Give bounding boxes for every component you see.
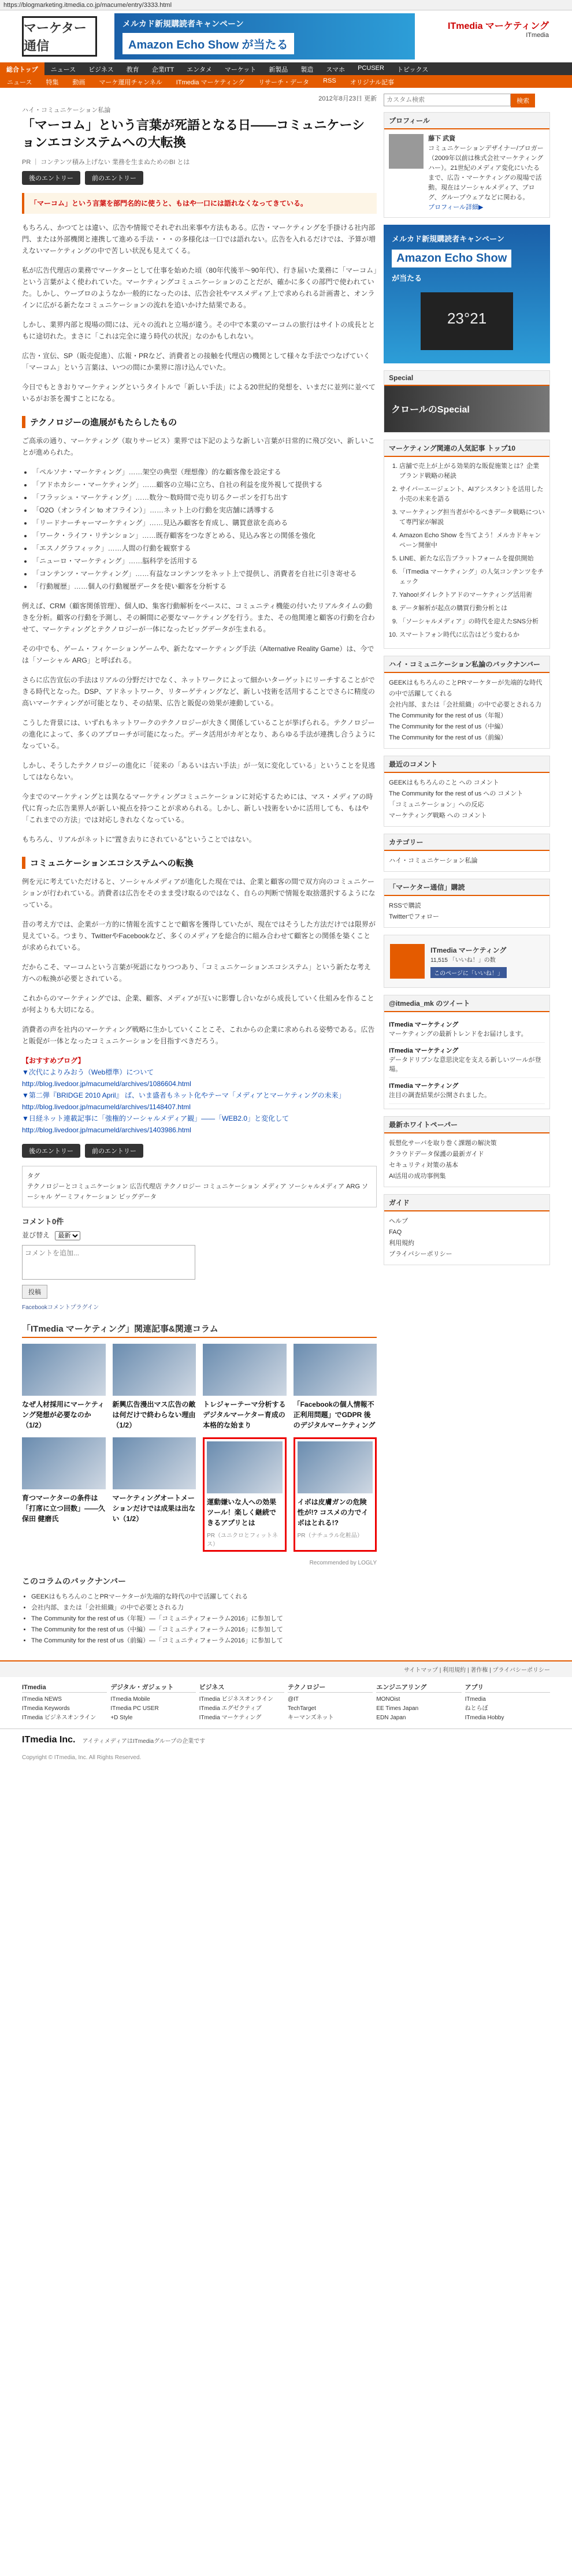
pr-line[interactable]: PR ｜ コンテンツ積み上げない 業務を生まぬためのBI とは xyxy=(22,159,190,166)
top-nav-item[interactable]: スマホ xyxy=(326,66,346,73)
category-nav-item[interactable]: 動画 xyxy=(72,79,86,86)
ranking-item[interactable]: 10. スマートフォン時代に広告はどう変わるか xyxy=(399,630,545,640)
backnumber-title: このコラムのバックナンバー xyxy=(22,1577,127,1586)
ranking-item[interactable]: 6. 「ITmedia マーケティング」の人気コンテンツをチェック xyxy=(399,567,545,587)
category-nav-item[interactable]: 特集 xyxy=(46,79,59,86)
special-box xyxy=(384,370,550,433)
tags-label: タグ xyxy=(27,1173,40,1180)
related-thumbnail xyxy=(113,1344,196,1396)
footer-link[interactable]: ITmedia NEWS xyxy=(22,1696,62,1703)
ranking-item[interactable]: 4. Amazon Echo Show を当てよう！メルカドキャンペーン開催中 xyxy=(399,531,545,551)
ranking-box xyxy=(384,440,550,649)
header-ad-banner[interactable] xyxy=(114,13,415,60)
category-box xyxy=(384,834,550,872)
related-card[interactable] xyxy=(203,1437,287,1552)
footer-link[interactable]: ITmedia マーケティング xyxy=(199,1715,262,1721)
feed-box xyxy=(384,879,550,928)
echo-show-image: 23°21 xyxy=(421,292,513,350)
article-paragraph: さらに広告宣伝の手法はリアルの分野だけでなく、ネットワークによって細かいターゲットにリーチすることができる時代となった。DSP、アドネットワーク、リターゲティングなど、新しい技術を活用することでさらに精度の高いマーケティングが可能となり、その結果、広告と販促の効果が連動している。 xyxy=(22,676,375,707)
sidebar-ad-line1: メルカド新規購読者キャンペーン xyxy=(392,235,504,243)
special-title: Special xyxy=(384,371,549,386)
facebook-page-title[interactable]: ITmedia マーケティング xyxy=(430,946,507,954)
list-item: • 「アドホカシー・マーケティング」……顧客の立場に立ち、自社の利益を度外視して提供する xyxy=(32,479,377,490)
footer-company-text: アイティメディアはITmediaグループの企業です xyxy=(82,1738,206,1745)
comments-section xyxy=(22,1215,377,1311)
itmedia-logo-text: ITmedia マーケティング xyxy=(448,21,549,31)
article-paragraph: 今までのマーケティングとは異なるマーケティングコミュニケーションに対応するためには、マス・メディアの時代に育った広告業界人が新しい視点を持つことが求められる。しかし、新しい技術をいかに活用しても、もはや「これまでの方法」では対応しきれなくなっている。 xyxy=(22,793,373,824)
footer-link[interactable]: ITmedia ビジネスオンライン xyxy=(199,1696,273,1703)
footer-grid xyxy=(0,1677,572,1729)
related-thumbnail xyxy=(207,1441,283,1493)
footer-column xyxy=(465,1683,550,1723)
article-date: 2012年8月23日 更新 xyxy=(318,95,377,102)
content-wrap xyxy=(0,88,572,1646)
related-card-title[interactable]: 育つマーケターの条件は「打席に立つ回数」――久保田 健磨氏 xyxy=(22,1494,106,1523)
recent-comment-item[interactable]: GEEKはもちろんのこと への コメント xyxy=(389,779,499,786)
backnumber-item[interactable]: • GEEKはもちろんのことPRマーケターが先端的な時代の中で活躍してくれる xyxy=(31,1592,377,1603)
list-item: • 「ペルソナ・マーケティング」……架空の典型（理想像）的な顧客像を設定する xyxy=(32,466,377,478)
article-paragraph: 広告・宣伝、SP（販売促進）、広報・PRなど、消費者との接触を代理店の機関として様々な手法でつなげていく「マーコム」という言葉は、いつの間にか業界に溶け込んでいた。 xyxy=(22,352,370,371)
ranking-item[interactable]: 9. 「ソーシャルメディア」の時代を迎えたSNS分析 xyxy=(399,617,545,627)
related-card-source: PR（ユニクロとフィットネス） xyxy=(207,1533,278,1548)
related-card[interactable] xyxy=(22,1344,106,1430)
related-thumbnail xyxy=(22,1437,106,1489)
site-logo[interactable]: マーケター通信 xyxy=(22,16,97,57)
special-banner[interactable]: クロールのSpecial xyxy=(384,386,549,432)
sidebar xyxy=(384,94,550,1646)
recent-comments-box xyxy=(384,756,550,827)
related-card[interactable] xyxy=(203,1344,287,1430)
guide-item[interactable]: 利用規約 xyxy=(389,1240,415,1247)
guide-item[interactable]: ヘルプ xyxy=(389,1218,408,1225)
list-item: • 「ワーク・ライフ・リテンション」……既存顧客をつなぎとめる、見込み客との関係を強化 xyxy=(32,530,377,541)
footer-link[interactable]: ITmedia Mobile xyxy=(110,1696,150,1703)
footer-column-title: アプリ xyxy=(465,1683,550,1693)
article-paragraph: 消費者の声を社内のマーケティング戦略に生かしていくことこそ、これからの企業に求められる姿勢である。広告と販促が一体となったコミュニケーションを目指すべきだろう。 xyxy=(22,1025,375,1045)
list-item: • 「リードナーチャーマーケティング」……見込み顧客を育成し、購買意欲を高める xyxy=(32,517,377,529)
article-kicker[interactable]: ハイ・コミュニケーション私論 xyxy=(22,107,111,114)
related-thumbnail xyxy=(22,1344,106,1396)
related-card-title[interactable]: トレジャーテーマ分析するデジタルマーケター育成の本格的な始まり xyxy=(203,1400,286,1429)
article-paragraph: だからこそ、マーコムという言葉が死語になりつつあり、「コミュニケーションエコシステム」という新たな考え方への転換が必要とされている。 xyxy=(22,963,371,983)
footer-link[interactable]: +D Style xyxy=(110,1715,133,1721)
banner-line1: メルカド新規購読者キャンペーン xyxy=(122,19,244,28)
category-nav-item[interactable]: オリジナル記事 xyxy=(350,79,395,86)
footer-link[interactable]: EDN Japan xyxy=(376,1715,406,1721)
article-paragraph: 昔の考え方では、企業が一方的に情報を流すことで顧客を獲得していたが、現在ではそうした方法だけでは限界が見えている。つまり、TwitterやFacebookなど、多くのメディアを総合的に組み合わせて顧客との関係を築くことが求められている。 xyxy=(22,920,376,951)
search-button[interactable]: 検索 xyxy=(511,94,535,107)
footer-column xyxy=(110,1683,195,1723)
article-paragraph: しかし、業界内部と現場の間には、元々の流れと立場が違う。その中で本業のマーコムの旅行はサイトの成長とともに途切れた。まさに「これは完全に違う時代の状況」なのかもしれない。 xyxy=(22,321,376,340)
tweet-text: 注目の調査結果が公開されました。 xyxy=(389,1092,491,1099)
related-card-title[interactable]: なぜ人材採用にマーケティング発想が必要なのか（1/2） xyxy=(22,1400,105,1429)
sidebar-backnumber-item[interactable]: The Community for the rest of us（前編） xyxy=(389,734,507,741)
whitepaper-title: 最新ホワイトペーパー xyxy=(384,1117,549,1133)
backnumber-item[interactable]: • The Community for the rest of us（前編）―「コミュニティフォーラム2016」に参加して xyxy=(31,1635,377,1646)
ranking-item[interactable]: 7. Yahoo!ダイレクトアドのマーケティング活用術 xyxy=(399,590,545,600)
list-item: • 「O2O（オンライン to オフライン）」……ネット上の行動を実店舗に誘導する xyxy=(32,504,377,516)
article-title: 「マーコム」という言葉が死語となる日――コミュニケーションエコシステムへの大転換 xyxy=(22,118,365,150)
article-paragraph: もちろん、リアルがネットに"置き去りにされている"ということではない。 xyxy=(22,835,256,843)
footer-nav[interactable]: サイトマップ | 利用規約 | 著作権 | プライバシーポリシー xyxy=(0,1661,572,1677)
facebook-box xyxy=(384,935,550,988)
top-nav-item[interactable]: エンタメ xyxy=(187,66,212,73)
related-card-source: PR（ナチュラル化粧品） xyxy=(297,1533,363,1539)
sidebar-ad-line2: Amazon Echo Show xyxy=(392,250,511,267)
guide-item[interactable]: FAQ xyxy=(389,1229,402,1236)
category-nav-item[interactable]: マーケ運用チャンネル xyxy=(99,79,162,86)
footer-column-title: エンジニアリング xyxy=(376,1683,461,1693)
article-paragraph: こうした背景には、いずれもネットワークのテクノロジーが大きく関係していることが挙げられる。テクノロジーの進化によって、多くのアプローチが可能になった。データ活用がカギとなり、あらゆる手法が連携し合うようになっている。 xyxy=(22,719,376,750)
section-1-intro: ご高承の通り、マーケティング（取りサービス）業界では下記のような新しい言葉が日常的に飛び交い、新しいことが進められた。 xyxy=(22,437,375,456)
related-card-title[interactable]: イボは皮膚ガンの危険性が!? コスメの力でイボはとれる!? xyxy=(297,1498,369,1527)
facebook-like-count: 11,515 「いいね！」の数 xyxy=(430,957,496,964)
recommended-blog-link[interactable]: http://blog.livedoor.jp/macumeld/archives/1148407.html xyxy=(22,1103,191,1111)
ranking-item[interactable]: 5. LINE、新たな広告プラットフォームを提供開始 xyxy=(399,554,545,564)
recommended-blog-link[interactable]: ▼次代によりみおう（Web標準）について xyxy=(22,1068,154,1076)
article-paragraph: 例えば、CRM（顧客関係管理）、個人ID、集客行動解析をベースに、コミュニティ機能の付いたリアルタイムの動きを分析。顧客の行動を予測し、その瞬間に必要なマーケティングを行う。また、その他関連と顧客の行動を合わせて、マーケティングとテクノロジーが一体になったビッグデータが生まれる。 xyxy=(22,602,375,633)
twitter-title: @itmedia_mk のツイート xyxy=(384,995,549,1012)
footer-column-title: ビジネス xyxy=(199,1683,284,1693)
related-thumbnail xyxy=(294,1344,377,1396)
footer-link[interactable]: MONOist xyxy=(376,1696,400,1703)
ranking-item[interactable]: 2. サイバーエージェント、AIアシスタントを活用した小売の未来を語る xyxy=(399,485,545,504)
related-card[interactable] xyxy=(113,1437,196,1552)
category-nav xyxy=(0,75,572,88)
article-paragraph: 例を元に考えていただけると、ソーシャルメディアが進化した現在では、企業と顧客の間で双方向のコミュニケーションが行われている。消費者は広告をそのまま受け取るのではなく、自らの判断で情報を取捨選択するようになっている。 xyxy=(22,878,376,909)
footer-link[interactable]: キーマンズネット xyxy=(287,1715,334,1721)
related-title: 「ITmedia マーケティング」関連記事&関連コラム xyxy=(22,1322,377,1338)
list-item: • 「エスノグラフィック」……人間の行動を観察する xyxy=(32,542,377,554)
article-paragraph: しかし、そうしたテクノロジーの進化に「従来の「あるいは古い手法」が一気に変化している」ということを見逃してはならない。 xyxy=(22,761,376,781)
footer-logo[interactable]: ITmedia Inc. xyxy=(22,1735,76,1745)
itmedia-logo-sub: ITmedia xyxy=(526,32,549,39)
banner-line2: Amazon Echo Show が当たる xyxy=(122,33,294,54)
tweet-author: ITmedia マーケティング xyxy=(389,1083,459,1090)
whitepaper-item[interactable]: 仮想化サーバを取り巻く課題の解決策 xyxy=(389,1140,497,1147)
tweet-text: マーケティングの最新トレンドをお届けします。 xyxy=(389,1031,528,1038)
entry-nav xyxy=(22,171,377,185)
comment-submit-button[interactable]: 投稿 xyxy=(22,1285,47,1299)
guide-title: ガイド xyxy=(384,1195,549,1211)
facebook-like-button[interactable]: このページに「いいね！」 xyxy=(430,967,507,978)
tweet-author: ITmedia マーケティング xyxy=(389,1047,459,1054)
top-nav-item[interactable]: ビジネス xyxy=(88,66,114,73)
recommended-blog-link[interactable]: http://blog.livedoor.jp/macumeld/archives/1086604.html xyxy=(22,1080,191,1088)
tags-list[interactable]: テクノロジーとコミュニケーション 広告代理店 テクノロジー コミュニケーション メディア ソーシャルメディア ARG ソーシャル ゲーミフィケーション ビッグデータ xyxy=(27,1183,369,1200)
footer-link[interactable]: ITmedia xyxy=(465,1696,486,1703)
footer-link[interactable]: ねとらぼ xyxy=(465,1705,488,1712)
related-card-title[interactable]: 運動嫌いな人への効果ツール！楽しく継続できるアプリとは xyxy=(207,1498,277,1527)
itmedia-logo[interactable] xyxy=(448,18,549,39)
list-item: • 「コンテンツ・マーケティング」……有益なコンテンツをネット上で提供し、消費者を自社に引き寄せる xyxy=(32,568,377,579)
recent-comments-title: 最近のコメント xyxy=(384,756,549,773)
next-entry-button-bottom[interactable]: 後のエントリー xyxy=(22,1144,80,1158)
article-paragraph: もちろん、かつてとは違い、広告や情報でそれぞれ出来事や方法もある。広告・マーケティングを手掛ける社内部門、または外部機関と連携して進める手法・・・の多様化は一口では語れない。広告を入れるだけでは、予算が増えないマーケティングの中で苦しい状況も見えてくる。 xyxy=(22,224,376,255)
related-card[interactable] xyxy=(294,1344,377,1430)
section-1-paragraphs xyxy=(22,600,377,845)
profile-photo xyxy=(389,134,424,169)
sidebar-backnumber-item[interactable]: GEEKはもちろんのことPRマーケターが先端的な時代の中で活躍してくれる xyxy=(389,679,543,697)
footer-link[interactable]: ITmedia エグゼクティブ xyxy=(199,1705,262,1712)
recent-comment-item[interactable]: マーケティング戦略 への コメント xyxy=(389,812,487,819)
category-nav-item[interactable]: リサーチ・データ xyxy=(258,79,310,86)
footer-link[interactable]: TechTarget xyxy=(287,1705,316,1712)
recommended-blog-link[interactable]: http://blog.livedoor.jp/macumeld/archives/1403986.html xyxy=(22,1126,191,1134)
related-card-title[interactable]: 「Facebookの個人情報不正利用問題」でGDPR 後のデジタルマーケティング xyxy=(293,1400,376,1429)
article-paragraph: 私が広告代理店の業務でマーケターとして仕事を始めた頃（80年代後半〜90年代）、行き届いた業務に「マーコム」という言葉がよく使われていた。マーケティングコミュニケーションのことだが、確かに多くの部門で使われていた。しかし、ウーブロのようなか一般的になったのは、広告会社やマスメディア上で求められる計画書と、オンラインに広がる新たなコミュニケーションの流れを追いかけた結果である。 xyxy=(22,266,377,309)
twitter-box xyxy=(384,995,550,1109)
footer-link[interactable]: ITmedia PC USER xyxy=(110,1705,159,1712)
article-paragraph: 今日でもときおりマーケティングというタイトルで「新しい手法」による20世紀的発想を、いまだに並列に並べているがお茶を濁すことになる。 xyxy=(22,383,376,403)
article-paragraph: これからのマーケティングでは、企業、顧客、メディアが互いに影響し合いながら成長していく仕組みを作ることが何よりも大切になる。 xyxy=(22,994,374,1014)
prev-entry-button-bottom[interactable]: 前のエントリー xyxy=(85,1144,143,1158)
whitepaper-item[interactable]: クラウドデータ保護の最新ガイド xyxy=(389,1151,484,1158)
comments-count: コメント0件 xyxy=(22,1217,64,1226)
feed-title: 「マーケター通信」購読 xyxy=(384,879,549,896)
list-item: • 「ニューロ・マーケティング」……脳科学を活用する xyxy=(32,555,377,567)
related-card-title[interactable]: 新興広告漫出マス広告の敵は何だけで終わらない理由（1/2） xyxy=(112,1400,196,1429)
search-input[interactable] xyxy=(384,94,511,106)
backnumber-item[interactable]: • The Community for the rest of us（年報）―「コミュニティフォーラム2016」に参加して xyxy=(31,1614,377,1625)
footer-link[interactable]: ITmedia Keywords xyxy=(22,1705,70,1712)
tweet-author: ITmedia マーケティング xyxy=(389,1021,459,1028)
recommended-blogs-title: 【おすすめブログ】 xyxy=(22,1057,85,1065)
related-card[interactable] xyxy=(22,1437,106,1552)
category-nav-item[interactable]: ニュース xyxy=(7,79,32,86)
copyright: Copyright © ITmedia, Inc. All Rights Reserved. xyxy=(22,1754,142,1761)
top-nav-item[interactable]: 新製品 xyxy=(269,66,288,73)
entry-nav-bottom xyxy=(22,1144,377,1158)
tags-box xyxy=(22,1166,377,1207)
list-item: • 「行動履歴」……個人の行動履歴データを使い顧客を分析する xyxy=(32,581,377,592)
related-thumbnail xyxy=(113,1437,196,1489)
sidebar-ad[interactable] xyxy=(384,225,550,363)
top-nav-item[interactable]: 製造 xyxy=(300,66,314,73)
footer xyxy=(0,1660,572,1768)
profile-more-link[interactable]: プロフィール詳細▶ xyxy=(428,204,484,211)
list-item: • 「フラッシュ・マーケティング」……数分〜数時間で売り切るクーポンを打ち出す xyxy=(32,492,377,503)
top-nav xyxy=(0,62,572,75)
tweet-text: データドリブンな意思決定を支える新しいツールが登場。 xyxy=(389,1057,541,1073)
profile-text: コミュニケーションデザイナー/ブロガー（2009年以前は株式会社マーケティングハー）。21世紀のメディア変化にいたるまで、広告・マーケティングの現場で活動。現在はソーシャルメディア、ブログ、グループウェアなどに関わる。 xyxy=(428,145,544,201)
recent-comment-item[interactable]: 「コミュニケーション」への反応 xyxy=(389,801,484,808)
category-nav-item[interactable]: ITmedia マーケティング xyxy=(176,79,245,86)
article-paragraph: その中でも、ゲーム・フィケーションゲームや、新たなマーケティング手法（Alternative Reality Game）は、今では「ソーシャル ARG」と呼ばれる。 xyxy=(22,645,374,664)
browser-url-bar[interactable]: https://blogmarketing.itmedia.co.jp/macume/entry/3333.html xyxy=(0,0,572,10)
recent-comment-item[interactable]: The Community for the rest of us への コメント xyxy=(389,790,523,797)
top-nav-item[interactable]: PCUSER xyxy=(358,65,384,72)
section-1-list xyxy=(32,466,377,592)
sort-select[interactable] xyxy=(55,1231,80,1240)
footer-link[interactable]: EE Times Japan xyxy=(376,1705,419,1712)
top-nav-item[interactable]: 企業ITT xyxy=(151,66,174,73)
backnumber-section xyxy=(22,1575,377,1646)
guide-box xyxy=(384,1194,550,1265)
top-nav-item[interactable]: トピックス xyxy=(396,66,429,73)
guide-item[interactable]: プライバシーポリシー xyxy=(389,1251,452,1258)
recommended-by[interactable]: Recommended by LOGLY xyxy=(309,1560,377,1566)
top-nav-item[interactable]: マーケット xyxy=(224,66,257,73)
ranking-item[interactable]: 3. マーケティング担当者がやるべきデータ戦略について専門家が解説 xyxy=(399,508,545,527)
top-nav-item[interactable]: ニュース xyxy=(50,66,76,73)
footer-link[interactable]: ITmedia Hobby xyxy=(465,1715,504,1721)
facebook-comment-plugin[interactable]: Facebookコメントプラグイン xyxy=(22,1304,99,1311)
whitepaper-box xyxy=(384,1116,550,1187)
category-title: カテゴリー xyxy=(384,834,549,851)
footer-column xyxy=(22,1683,107,1723)
related-grid xyxy=(22,1344,377,1552)
ranking-item[interactable]: 8. データ解析が起点の購買行動分析とは xyxy=(399,604,545,614)
recommended-blog-link[interactable]: ▼第二弾『BRIDGE 2010 April』 ば、いま盛者もネット化やテーマ「メディアとマーケティングの未来」 xyxy=(22,1091,346,1099)
section-2-title: コミュニケーションエコシステムへの転換 xyxy=(22,857,377,869)
sort-label: 並び替え xyxy=(22,1231,50,1239)
tweet[interactable] xyxy=(389,1043,545,1078)
next-entry-button[interactable]: 後のエントリー xyxy=(22,171,80,185)
whitepaper-item[interactable]: セキュリティ対策の基本 xyxy=(389,1162,459,1169)
site-header xyxy=(0,10,572,62)
main-column xyxy=(22,94,377,1646)
footer-link[interactable]: ITmedia ビジネスオンライン xyxy=(22,1715,96,1721)
sidebar-backnumber xyxy=(384,656,550,749)
related-thumbnail xyxy=(298,1441,373,1493)
tweet[interactable] xyxy=(389,1078,545,1104)
ranking-title: マーケティング関連の人気記事 トップ10 xyxy=(384,440,549,457)
sidebar-backnumber-item[interactable]: The Community for the rest of us（年報） xyxy=(389,712,507,719)
category-nav-item[interactable]: RSS xyxy=(323,77,336,84)
footer-column xyxy=(288,1683,373,1723)
backnumber-item[interactable]: • The Community for the rest of us（中編）―「コミュニティフォーラム2016」に参加して xyxy=(31,1625,377,1635)
section-1-title: テクノロジーの進展がもたらしたもの xyxy=(22,416,377,428)
footer-column-title: テクノロジー xyxy=(288,1683,373,1693)
related-thumbnail xyxy=(203,1344,287,1396)
footer-column xyxy=(199,1683,284,1723)
sidebar-backnumber-item[interactable]: 会社内部、または「会社組織」の中で必要とされる力 xyxy=(389,701,542,708)
footer-bottom xyxy=(0,1729,572,1751)
facebook-page-image xyxy=(390,944,425,979)
related-card-title[interactable]: マーケティングオートメーションだけでは成果は出ない（1/2） xyxy=(112,1494,196,1523)
top-nav-item[interactable]: 総合トップ xyxy=(0,62,44,75)
ranking-item[interactable]: 1. 店舗で売上が上がる効果的な販促施策とは？企業ブランド戦略の秘訣 xyxy=(399,462,545,481)
recommended-blogs xyxy=(22,1055,377,1136)
section-2-paragraphs xyxy=(22,876,377,1047)
footer-column xyxy=(376,1683,461,1723)
sidebar-ad-line3: が当たる xyxy=(392,274,422,282)
category-item[interactable]: ハイ・コミュニケーション私論 xyxy=(389,857,478,864)
comment-input[interactable] xyxy=(22,1245,195,1280)
footer-link[interactable]: @IT xyxy=(287,1696,299,1703)
profile-box xyxy=(384,112,550,218)
feed-item[interactable]: RSSで購読 xyxy=(389,902,421,909)
tweet[interactable] xyxy=(389,1017,545,1043)
profile-title: プロフィール xyxy=(384,113,549,129)
article-paragraphs xyxy=(22,222,377,404)
recommended-blog-link[interactable]: ▼日経ネット連載記事に「強権的ソーシャルメディア観」――「WEB2.0」と変化して xyxy=(22,1114,289,1122)
related-card[interactable] xyxy=(294,1437,377,1552)
whitepaper-item[interactable]: AI活用の成功事例集 xyxy=(389,1173,446,1180)
sidebar-backnumber-title: ハイ・コミュニケーション私論のバックナンバー xyxy=(384,656,549,673)
intro-box: 「マーコム」という言葉を部門名的に使うと、もはや一口には語れなくなってきている。 xyxy=(22,193,377,214)
profile-name: 藤下 武資 xyxy=(428,135,456,142)
search-form xyxy=(384,94,550,107)
footer-column-title: デジタル・ガジェット xyxy=(110,1683,195,1693)
top-nav-item[interactable]: 教育 xyxy=(126,66,139,73)
related-card[interactable] xyxy=(113,1344,196,1430)
footer-column-title: ITmedia xyxy=(22,1683,107,1693)
backnumber-item[interactable]: • 会社内部、または「会社組織」の中で必要とされる力 xyxy=(31,1603,377,1614)
sidebar-backnumber-item[interactable]: The Community for the rest of us（中編） xyxy=(389,723,507,730)
prev-entry-button[interactable]: 前のエントリー xyxy=(85,171,143,185)
feed-item[interactable]: Twitterでフォロー xyxy=(389,913,439,920)
